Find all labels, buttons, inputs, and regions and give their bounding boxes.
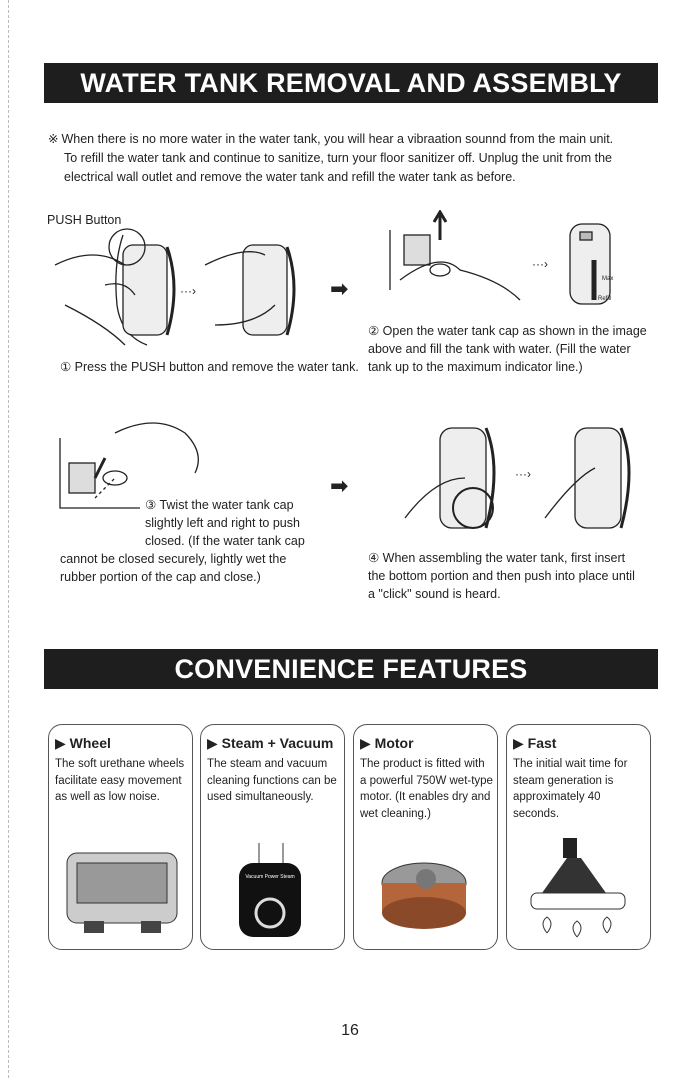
- step3-caption-3: closed. (If the water tank cap: [145, 534, 305, 548]
- feature-card-fast: [506, 724, 651, 950]
- step2-illustration: [380, 210, 640, 310]
- feature-card-steam-vacuum: [200, 724, 345, 950]
- feature-title: ▶ Wheel: [55, 735, 111, 751]
- step1-caption: ① Press the PUSH button and remove the water tank.: [60, 360, 359, 374]
- section-title: CONVENIENCE FEATURES: [174, 653, 528, 684]
- page-number: 16: [341, 1022, 359, 1039]
- section-banner-convenience: [44, 649, 658, 689]
- note-symbol: ※: [48, 132, 59, 146]
- refill-label: Refill: [598, 296, 612, 302]
- step2-caption-2: above and fill the tank with water. (Fill the water: [368, 342, 631, 356]
- feature-title: ▶ Steam + Vacuum: [207, 735, 334, 751]
- step4-caption-3: a "click" sound is heard.: [368, 587, 501, 601]
- step4-caption-1: ④ When assembling the water tank, first insert: [368, 551, 626, 565]
- refill-note: [48, 130, 648, 187]
- max-label: Max: [602, 276, 614, 282]
- feature-title: ▶ Fast: [513, 735, 557, 751]
- step2-caption-3: tank up to the maximum indicator line.): [368, 360, 583, 374]
- step4-illustration: [395, 398, 655, 538]
- motor-image: [354, 833, 497, 943]
- feature-text: The product is fitted with a powerful 750W wet-type motor. (It enables dry and wet cleaning.): [360, 758, 493, 820]
- section-title: WATER TANK REMOVAL AND ASSEMBLY: [80, 67, 622, 98]
- step2-caption-1: ② Open the water tank cap as shown in the image: [368, 324, 647, 338]
- note-line-1: When there is no more water in the water tank, you will hear a vibraation sounnd from the main unit.: [61, 132, 614, 146]
- step2-dots: ···›: [532, 257, 548, 271]
- feature-text: The soft urethane wheels facilitate easy movement as well as low noise.: [55, 758, 185, 803]
- step4-dots: ···›: [515, 467, 531, 481]
- wheel-image: [49, 833, 192, 943]
- step4-caption-2: the bottom portion and then push into place until: [368, 569, 635, 583]
- cut-line: [8, 0, 9, 1078]
- feature-card-motor: [353, 724, 498, 950]
- step3-caption-1: ③ Twist the water tank cap: [145, 498, 294, 512]
- arrow-icon: ➡: [330, 276, 349, 301]
- note-line-2: To refill the water tank and continue to sanitize, turn your floor sanitizer off. Unplug the unit from the: [64, 151, 612, 165]
- steam-mop-image: [507, 833, 650, 943]
- step1-dots: ···›: [180, 284, 196, 298]
- section-banner-water-tank: [44, 63, 658, 103]
- panel-label: Vacuum Power Steam: [245, 874, 295, 880]
- step1-illustration: [45, 225, 305, 355]
- feature-card-wheel: [48, 724, 193, 950]
- feature-text: The initial wait time for steam generation is approximately 40 seconds.: [513, 758, 628, 820]
- note-line-3: electrical wall outlet and remove the water tank and refill the water tank as before.: [64, 170, 516, 184]
- arrow-icon: ➡: [330, 473, 349, 498]
- feature-title: ▶ Motor: [360, 735, 414, 751]
- feature-text: The steam and vacuum cleaning functions can be used simultaneously.: [207, 758, 337, 803]
- step3-caption-5: rubber portion of the cap and close.): [60, 570, 261, 584]
- control-panel-image: [201, 833, 344, 943]
- step3-caption-4: cannot be closed securely, lightly wet the: [60, 552, 287, 566]
- push-button-label: PUSH Button: [47, 213, 122, 227]
- step3-caption-2: slightly left and right to push: [145, 516, 300, 530]
